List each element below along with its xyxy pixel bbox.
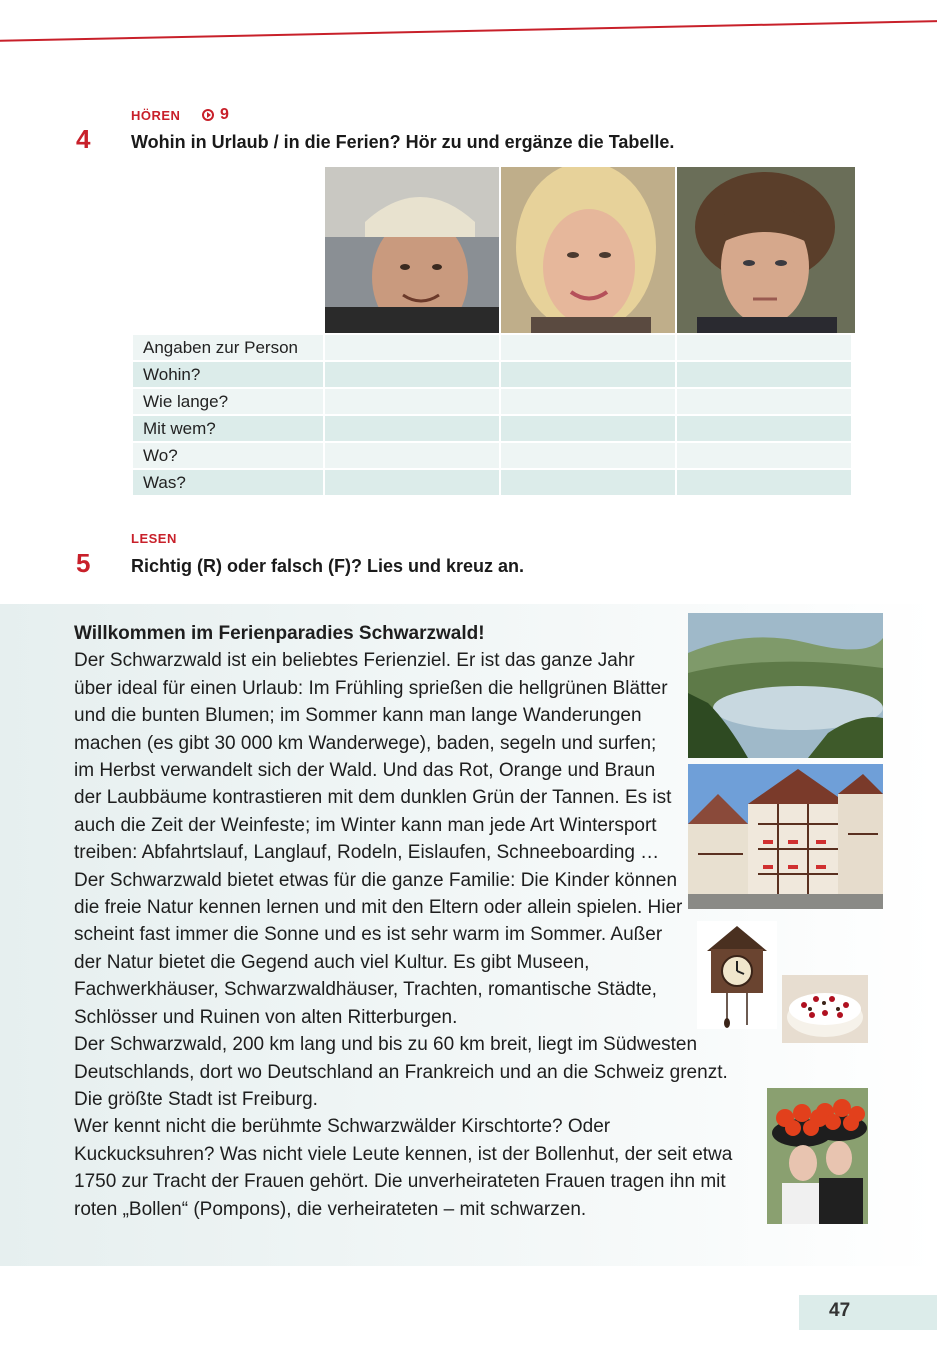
exercise-title-4: Wohin in Urlaub / in die Ferien? Hör zu und ergänze die Tabelle. [131,132,675,152]
answer-cell[interactable] [501,335,675,360]
top-red-rule [0,20,937,42]
answer-cell[interactable] [677,335,851,360]
table-row [133,335,851,362]
answer-cell[interactable] [677,389,851,414]
answer-cell[interactable] [501,443,675,468]
answer-cell[interactable] [501,416,675,441]
table-row [133,389,851,416]
article-paragraph: Der Schwarzwald bietet etwas für die ganze Familie: Die Kinder können die freie Natur kennen lernen und mit den Eltern oder allein spielen. Hier scheint fast immer die Sonne und es ist sehr warm im Sommer. Außer der Natur bietet die Gegend auch viel Kultur. Es gibt Museen, Fachwerkhäuser, Schwarzwaldhäuser, Trachten, romantische Städte, Schlösser und Ruinen von alten Ritterburgen. [74,869,683,1028]
photo-man-cap [325,167,499,333]
row-label: Wo? [133,443,323,468]
answer-cell[interactable] [677,362,851,387]
answer-cell[interactable] [325,470,499,495]
page-number: 47 [829,1300,851,1321]
answer-cell[interactable] [325,443,499,468]
exercise-number-5: 5 [76,548,91,578]
answer-cell[interactable] [501,389,675,414]
photo-young-man [677,167,855,333]
photo-bollenhut-women [767,1088,868,1224]
answer-cell[interactable] [325,362,499,387]
answer-cell[interactable] [325,416,499,441]
track-number: 9 [220,106,229,123]
audio-track[interactable] [202,106,229,124]
row-label: Wie lange? [133,389,323,414]
answer-cell[interactable] [325,335,499,360]
row-label: Wohin? [133,362,323,387]
listening-table [133,335,851,497]
answer-cell[interactable] [325,389,499,414]
article-paragraph: Wer kennt nicht die berühmte Schwarzwälder Kirschtorte? Oder Kuckucksuhren? Was nicht viele Leute kennen, ist der Bollenhut, der seit etwa 1750 zur Tracht der Frauen gehört. Die unverheirateten Frauen tragen ihn mit roten „Bollen“ (Pompons), die verheirateten – mit schwarzen. [74,1116,733,1220]
row-label: Angaben zur Person [133,335,323,360]
article-paragraph: Der Schwarzwald, 200 km lang und bis zu 60 km breit, liegt im Südwesten Deutschlands, dort wo Deutschland an Frankreich und an die Schweiz grenzt. Die größte Stadt ist Freiburg. [74,1034,728,1110]
section-label-hoeren: HÖREN [131,108,181,123]
row-label: Was? [133,470,323,495]
photo-blonde-woman [501,167,675,333]
photo-black-forest-cake [782,975,868,1043]
page-number-tab [799,1295,937,1330]
section-label-lesen: LESEN [131,531,177,546]
exercise-number-4: 4 [76,124,91,154]
answer-cell[interactable] [501,470,675,495]
answer-cell[interactable] [677,470,851,495]
article-paragraph: Der Schwarzwald ist ein beliebtes Ferienziel. Er ist das ganze Jahr über ideal für einen Urlaub: Im Frühling sprießen die hellgrünen Blätter und die bunten Blumen; im Sommer kann man lange Wanderungen machen (es gibt 30 000 km Wanderwege), baden, segeln und surfen; im Herbst verwandelt sich der Wald. Und das Rot, Orange und Braun der Laubbäume kontrastieren mit dem dunklen Grün der Tannen. Es ist auch die Zeit der Weinfeste; im Winter kann man jede Art Wintersport treiben: Abfahrtslauf, Langlauf, Rodeln, Eislaufen, Schneeboarding … [74,650,672,864]
row-label: Mit wem? [133,416,323,441]
table-row [133,470,851,497]
table-row [133,443,851,470]
answer-cell[interactable] [501,362,675,387]
answer-cell[interactable] [677,416,851,441]
audio-play-icon [202,109,214,121]
table-row [133,362,851,389]
article-schwarzwald [74,620,754,1223]
article-headline: Willkommen im Ferienparadies Schwarzwald! [74,623,485,644]
answer-cell[interactable] [677,443,851,468]
exercise-title-5: Richtig (R) oder falsch (F)? Lies und kreuz an. [131,556,525,576]
table-row [133,416,851,443]
